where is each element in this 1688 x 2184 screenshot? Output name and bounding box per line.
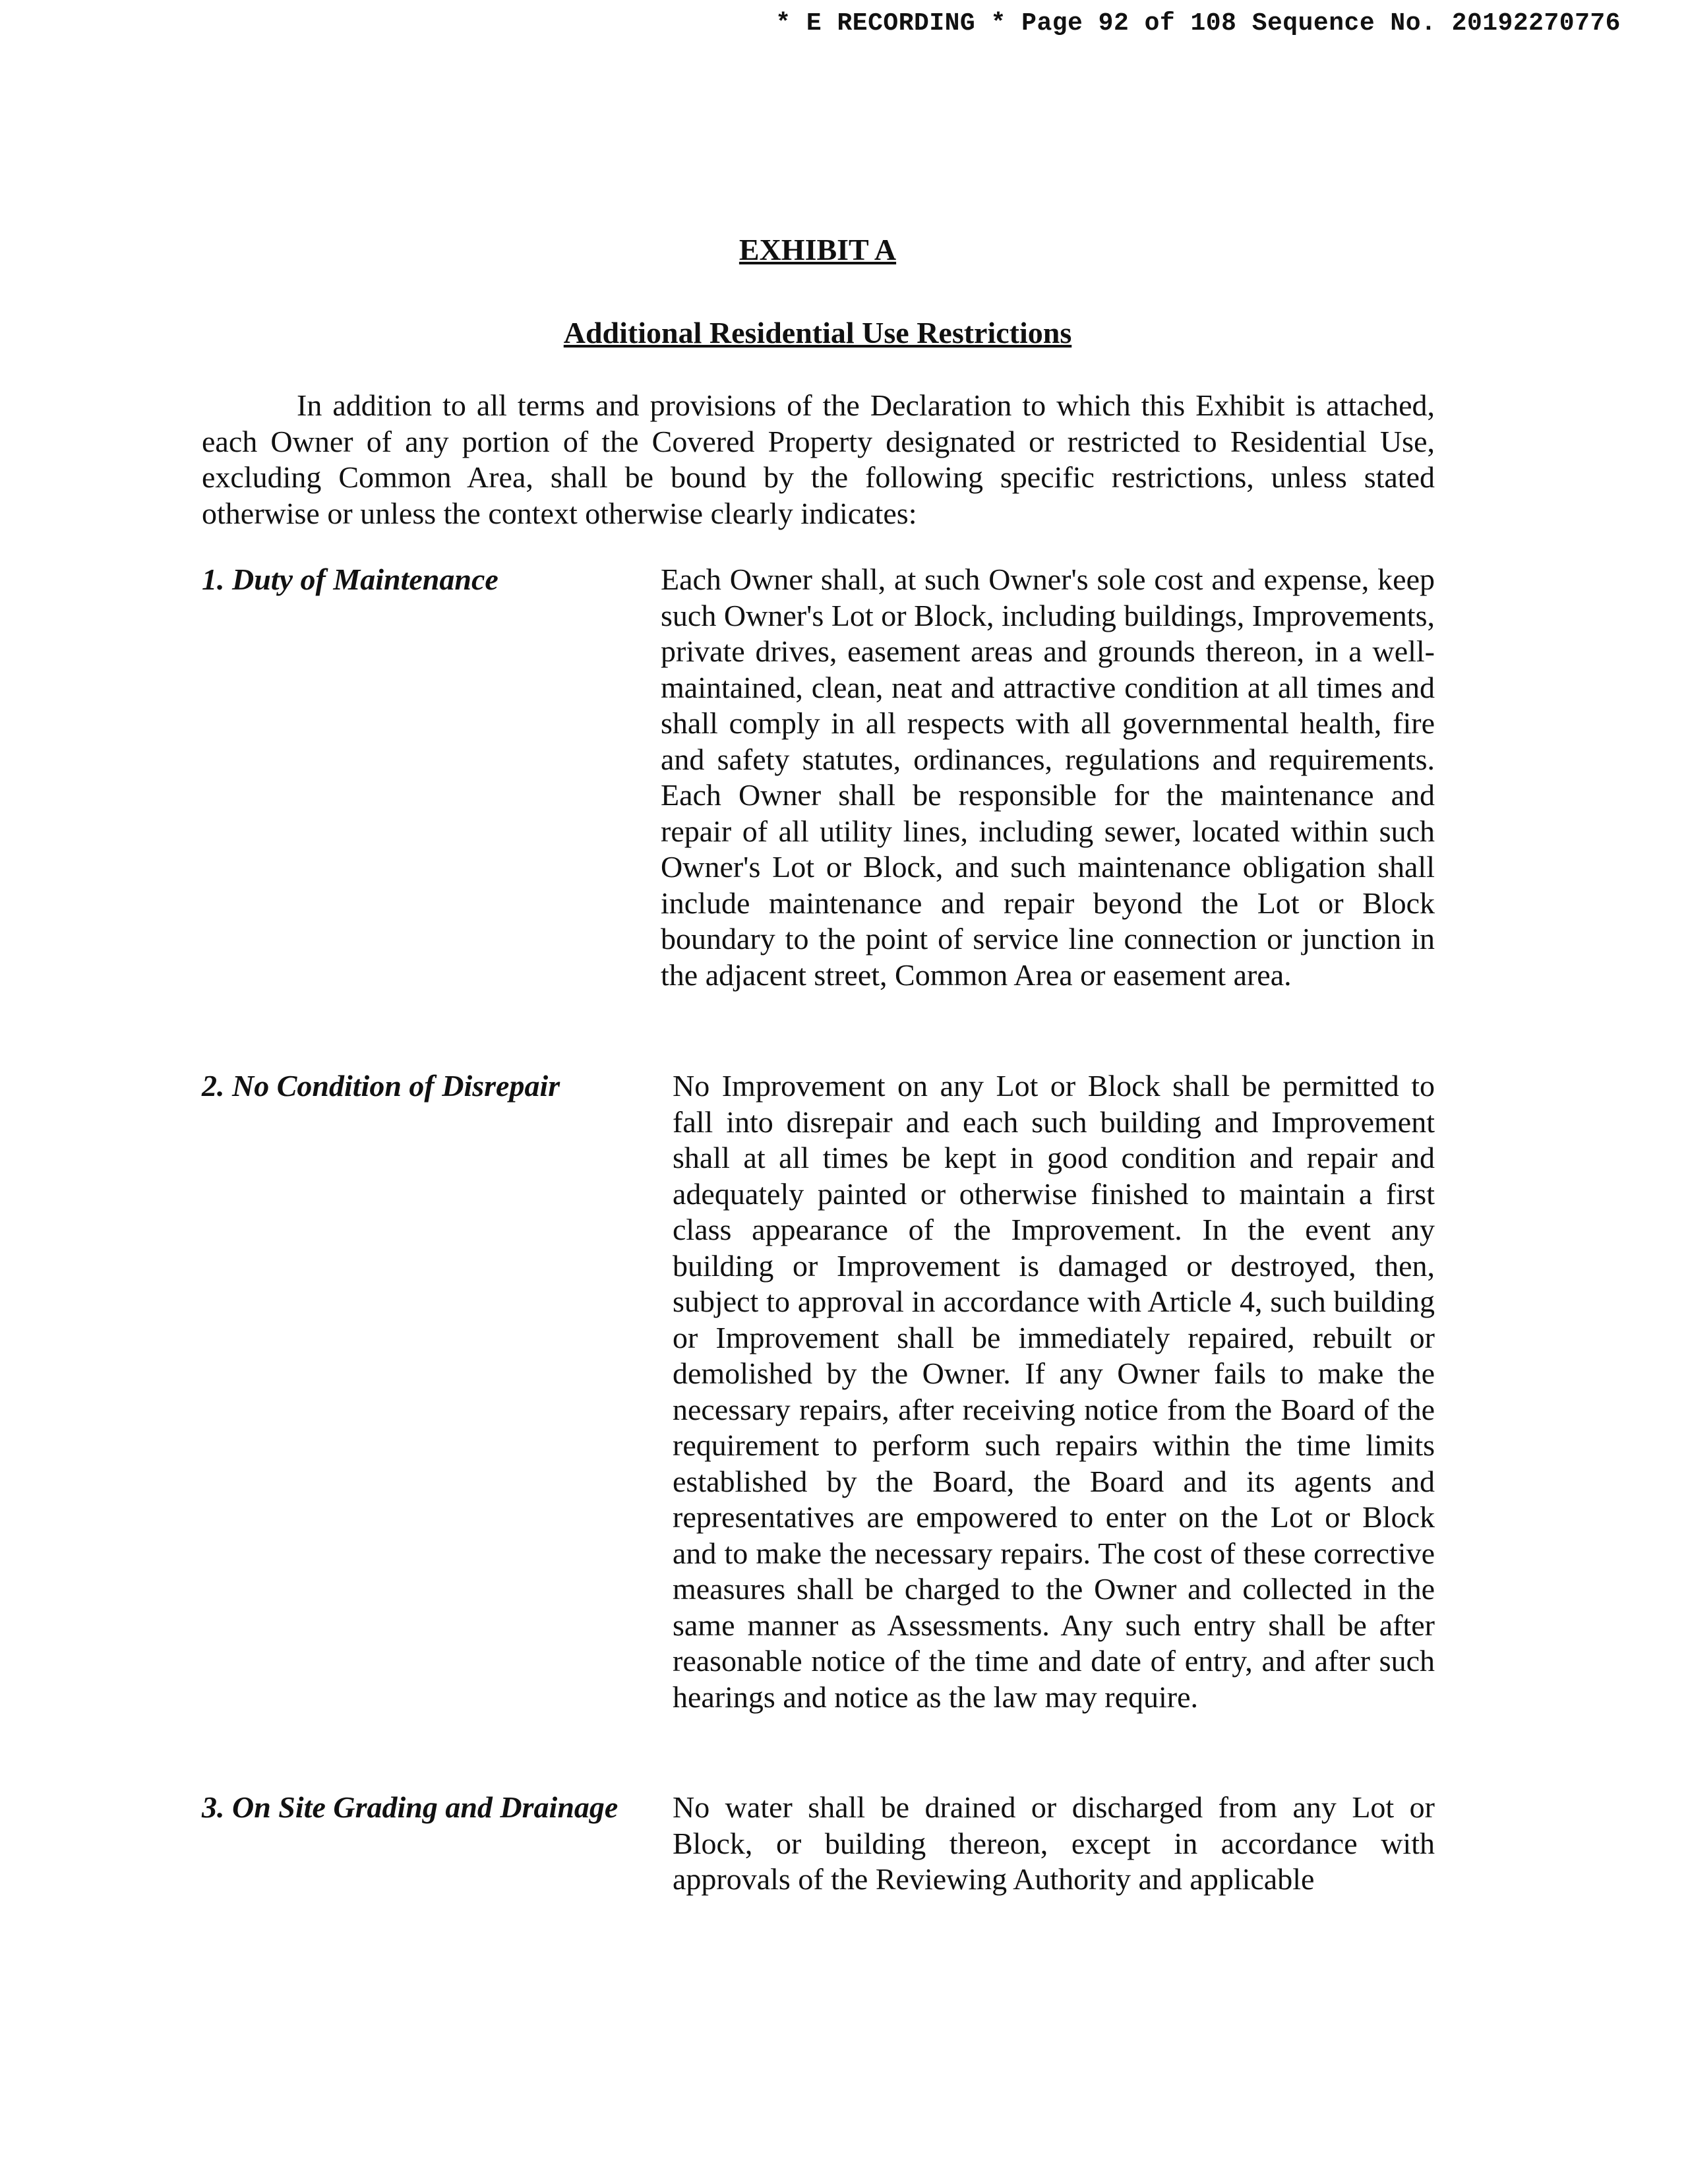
section-heading-on-site-grading-and-drainage: 3. On Site Grading and Drainage <box>202 1790 618 1824</box>
section-body-on-site-grading-and-drainage: No water shall be drained or discharged from any Lot or Block, or building thereon, except in accordance with approvals of the Reviewing Authority and applicable <box>673 1790 1435 1896</box>
intro-paragraph: In addition to all terms and provisions of the Declaration to which this Exhibit is attached, each Owner of any portion of the Covered Property designated or restricted to Residential Use, excluding Common Area, shall be bound by the following specific restrictions, unless stated otherwise or unless the context otherwise clearly indicates: <box>202 388 1435 530</box>
section-body-no-condition-of-disrepair: No Improvement on any Lot or Block shall be permitted to fall into disrepair and each such building and Improvement shall at all times be kept in good condition and repair and adequately painted or otherwise finished to maintain a first class appearance of the Improvement. In the event any building or Improvement is damaged or destroyed, then, subject to approval in accordance with Article 4, such building or Improvement shall be immediately repaired, rebuilt or demolished by the Owner. If any Owner fails to make the necessary repairs, after receiving notice from the Board of the requirement to perform such repairs within the time limits established by the Board, the Board and its agents and representatives are empowered to enter on the Lot or Block and to make the necessary repairs. The cost of these corrective measures shall be charged to the Owner and collected in the same manner as Assessments. Any such entry shall be after reasonable notice of the time and date of entry, and after such hearings and notice as the law may require. <box>673 1069 1435 1714</box>
exhibit-title: EXHIBIT A <box>738 233 897 266</box>
recording-header: * E RECORDING * Page 92 of 108 Sequence No. 20192270776 <box>775 9 1621 38</box>
section-heading-duty-of-maintenance: 1. Duty of Maintenance <box>202 562 498 596</box>
section-body-duty-of-maintenance: Each Owner shall, at such Owner's sole cost and expense, keep such Owner's Lot or Block, including buildings, Improvements, private drives, easement areas and grounds thereon, in a well-maintained, clean, neat and attractive condition at all times and shall comply in all respects with all governmental health, fire and safety statutes, ordinances, regulations and requirements. Each Owner shall be responsible for the maintenance and repair of all utility lines, including sewer, located within such Owner's Lot or Block, and such maintenance obligation shall include maintenance and repair beyond the Lot or Block boundary to the point of service line connection or junction in the adjacent street, Common Area or easement area. <box>661 562 1435 992</box>
section-heading-no-condition-of-disrepair: 2. No Condition of Disrepair <box>202 1069 560 1103</box>
exhibit-subtitle: Additional Residential Use Restrictions <box>563 316 1072 349</box>
